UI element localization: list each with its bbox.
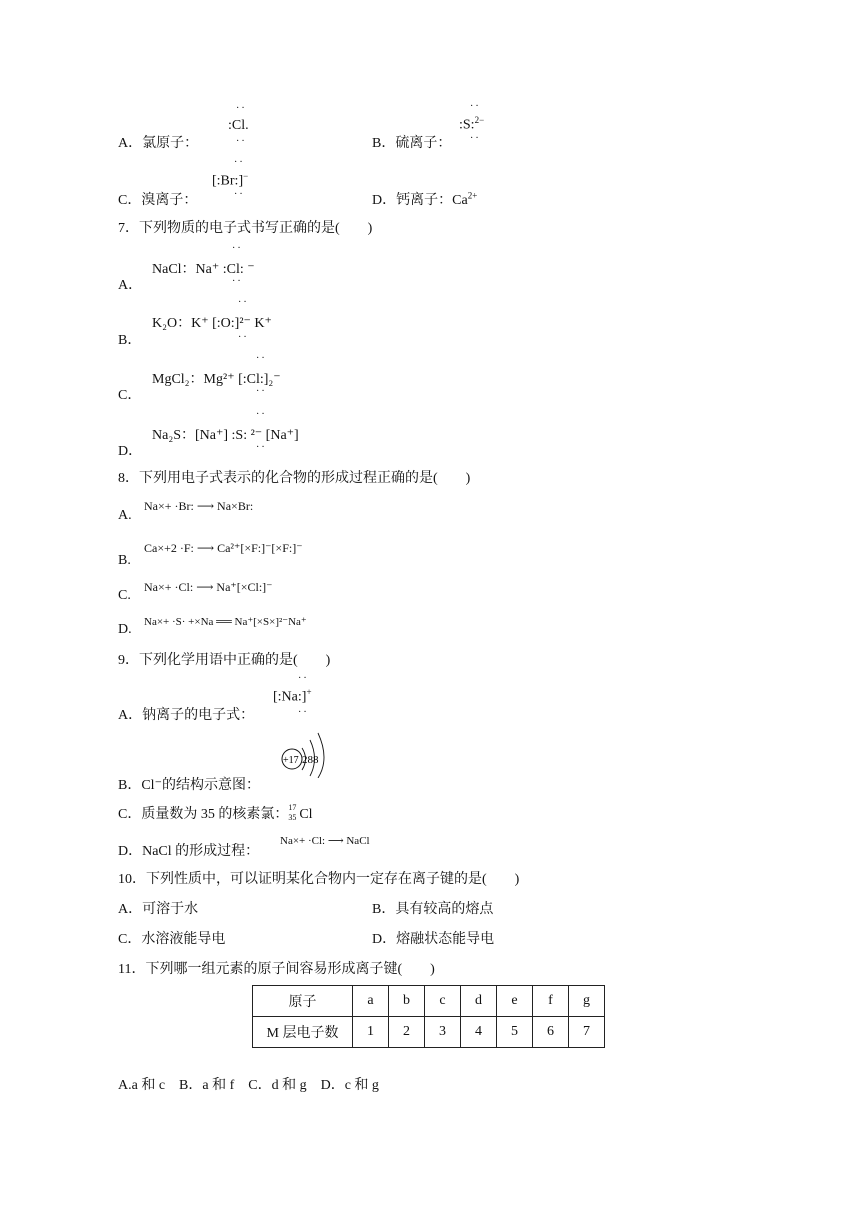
q10-option-c[interactable]: C．水溶液能导电 xyxy=(118,932,226,947)
table-cell: 2 xyxy=(389,1017,425,1048)
q9-option-a-charge: + xyxy=(306,687,312,697)
q6-option-a-formula: :Cl. xyxy=(228,118,249,133)
q6-option-b-formula xyxy=(459,115,484,134)
electron-dots: ·· xyxy=(236,136,247,147)
q6-option-b-label: B．硫离子： xyxy=(372,136,452,151)
q8-option-a-formula: Na×+ ·Br: ⟶ Na×Br: xyxy=(144,499,254,513)
q9-option-d-formula: Na×+ ·Cl: ⟶ NaCl xyxy=(280,835,370,847)
q7-stem: 7．下列物质的电子式书写正确的是( ) xyxy=(118,221,373,236)
electron-dots: ·· xyxy=(298,707,309,718)
q7-option-d-formula: Na₂S：[Na⁺] :S: ²⁻ [Na⁺] xyxy=(152,428,299,443)
table-cell: 5 xyxy=(497,1017,533,1048)
q8-option-a[interactable] xyxy=(118,508,132,524)
table-row xyxy=(253,1017,605,1048)
table-cell: e xyxy=(497,986,533,1017)
q8-option-c-label: C. xyxy=(118,588,131,603)
q6-option-b[interactable] xyxy=(372,132,451,152)
q7-option-b-label[interactable]: B． xyxy=(118,333,142,348)
electron-dots: ·· xyxy=(234,189,245,200)
q8-option-b-label: B. xyxy=(118,553,131,568)
q9-option-a-symbol: [:Na:] xyxy=(273,689,307,705)
q8-option-d-formula: Na×+ ·S· +×Na ══ Na⁺[×S×]²⁻Na⁺ xyxy=(144,616,307,628)
m-shell-electron-table xyxy=(252,985,605,1048)
q11-stem: 11．下列哪一组元素的原子间容易形成离子键( ) xyxy=(118,962,435,977)
q6-option-c[interactable] xyxy=(118,189,197,209)
q9-option-a[interactable] xyxy=(118,704,254,724)
q6-option-a-label: A．氯原子： xyxy=(118,136,199,151)
mass-number: 17 xyxy=(288,803,297,812)
q9-option-b-label: B．Cl⁻的结构示意图： xyxy=(118,778,260,793)
q6-option-d-charge: 2+ xyxy=(467,190,478,201)
chloride-ion-structure-diagram xyxy=(278,728,334,778)
q9-option-c[interactable] xyxy=(118,803,313,823)
electron-dots: ·· xyxy=(238,297,249,308)
electron-dots: ·· xyxy=(232,276,243,287)
electron-dots: ·· xyxy=(298,673,309,684)
table-cell: 1 xyxy=(353,1017,389,1048)
element-symbol: Cl xyxy=(299,807,313,822)
table-cell: g xyxy=(569,986,605,1017)
electron-dots: ·· xyxy=(256,409,267,420)
q6-option-c-label: C．溴离子： xyxy=(118,193,198,208)
nuclide-notation xyxy=(288,803,299,822)
q6-option-b-symbol: :S: xyxy=(459,117,475,133)
q9-option-d[interactable] xyxy=(118,840,259,860)
q6-option-c-symbol: [:Br:] xyxy=(212,173,244,189)
electron-dots: ·· xyxy=(238,332,249,343)
q7-option-c-label[interactable]: C． xyxy=(118,388,142,403)
nucleus-charge: +17 xyxy=(283,755,299,766)
q6-option-d-label: D．钙离子： xyxy=(372,193,453,208)
electron-dots: ·· xyxy=(470,101,481,112)
q7-option-d-label[interactable]: D． xyxy=(118,444,143,459)
atomic-number: 35 xyxy=(288,813,297,822)
q6-option-c-charge: − xyxy=(243,171,249,181)
q11-options[interactable]: A.a 和 c B．a 和 f C．d 和 g D．c 和 g xyxy=(118,1078,379,1093)
q6-option-d[interactable] xyxy=(372,189,477,209)
q6-option-a[interactable] xyxy=(118,132,198,152)
q8-option-d[interactable] xyxy=(118,622,132,638)
q10-option-b[interactable]: B．具有较高的熔点 xyxy=(372,902,494,917)
q7-option-a-label[interactable]: A． xyxy=(118,278,143,293)
electron-dots: ·· xyxy=(236,103,247,114)
table-cell: 7 xyxy=(569,1017,605,1048)
q9-stem: 9．下列化学用语中正确的是( ) xyxy=(118,653,331,668)
q8-stem: 8．下列用电子式表示的化合物的形成过程正确的是( ) xyxy=(118,471,471,486)
electron-shells: 288 xyxy=(302,754,319,766)
table-cell: c xyxy=(425,986,461,1017)
q9-option-b[interactable] xyxy=(118,774,260,794)
table-cell: a xyxy=(353,986,389,1017)
q9-option-c-label: C．质量数为 35 的核素氯： xyxy=(118,807,289,822)
electron-dots: ·· xyxy=(256,442,267,453)
electron-dots: ·· xyxy=(232,243,243,254)
q8-option-b[interactable] xyxy=(118,553,131,569)
table-cell: b xyxy=(389,986,425,1017)
table-cell: 3 xyxy=(425,1017,461,1048)
q9-option-d-label: D．NaCl 的形成过程： xyxy=(118,844,260,859)
q10-option-d[interactable]: D．熔融状态能导电 xyxy=(372,932,495,947)
q8-option-c[interactable] xyxy=(118,588,131,604)
table-cell: M 层电子数 xyxy=(253,1017,353,1048)
q7-option-b-formula: K₂O：K⁺ [:O:]²⁻ K⁺ xyxy=(152,316,272,331)
q10-stem: 10．下列性质中，可以证明某化合物内一定存在离子键的是( ) xyxy=(118,872,520,887)
q6-option-d-formula: Ca xyxy=(452,193,468,208)
table-header-row xyxy=(253,986,605,1017)
q6-option-c-formula xyxy=(212,171,248,190)
q9-option-a-formula xyxy=(273,687,312,706)
table-cell: 4 xyxy=(461,1017,497,1048)
table-cell: f xyxy=(533,986,569,1017)
electron-dots: ·· xyxy=(234,157,245,168)
q7-option-c-formula: MgCl₂：Mg²⁺ [:Cl:]₂⁻ xyxy=(152,372,281,387)
q7-option-a-formula: NaCl：Na⁺ :Cl: ⁻ xyxy=(152,262,255,277)
electron-dots: ·· xyxy=(256,353,267,364)
table-cell: d xyxy=(461,986,497,1017)
q8-option-b-formula: Ca×+2 ·F: ⟶ Ca²⁺[×F:]⁻[×F:]⁻ xyxy=(144,541,303,555)
q6-option-b-charge: 2− xyxy=(474,115,485,125)
q8-option-c-formula: Na×+ ·Cl: ⟶ Na⁺[×Cl:]⁻ xyxy=(144,580,273,594)
electron-dots: ·· xyxy=(470,133,481,144)
q9-option-a-label: A．钠离子的电子式： xyxy=(118,708,255,723)
q10-option-a[interactable]: A．可溶于水 xyxy=(118,902,199,917)
table-cell: 6 xyxy=(533,1017,569,1048)
electron-dots: ·· xyxy=(256,386,267,397)
table-cell: 原子 xyxy=(253,986,353,1017)
q8-option-d-label: D. xyxy=(118,622,132,637)
q8-option-a-label: A. xyxy=(118,508,132,523)
